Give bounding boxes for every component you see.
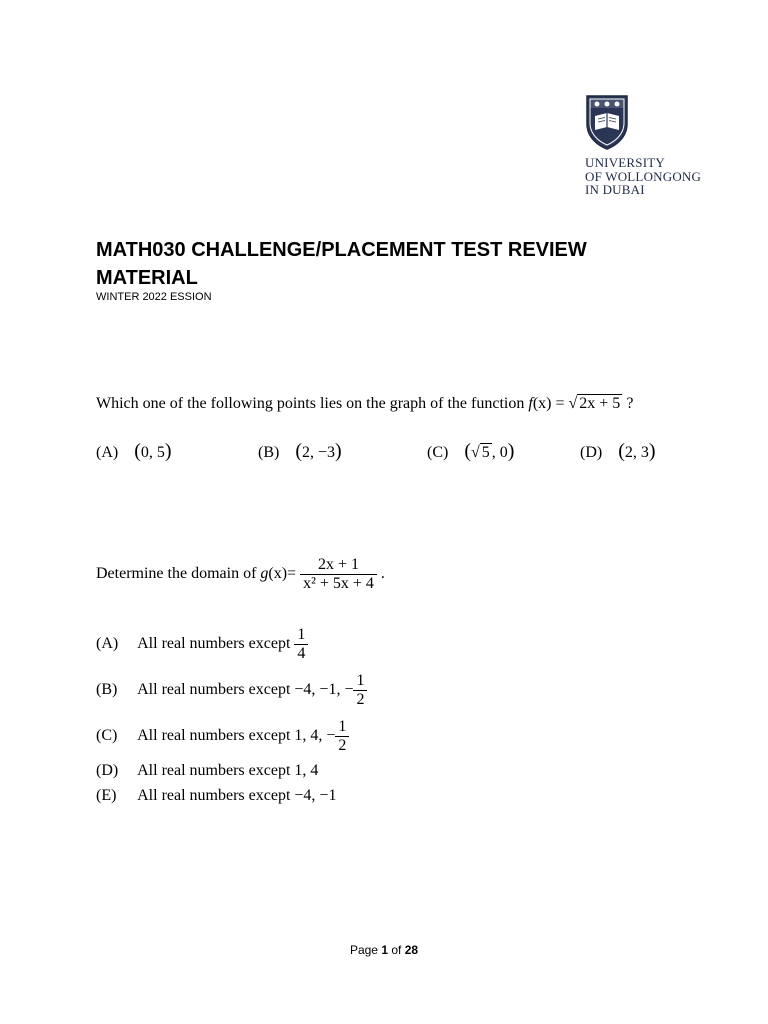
option-label: (B) [96,681,118,699]
document-title: MATH030 CHALLENGE/PLACEMENT TEST REVIEW MATERIAL [96,239,587,289]
q1-option-c: (C) (√ 5 , 0) [427,440,515,462]
option-fraction [353,672,367,709]
function-variable: (x) [532,395,552,412]
q2-option-a [96,626,308,663]
fraction-numerator: 2x + 1 [317,556,360,573]
option-text: All real numbers except 1, 4 [137,762,319,779]
university-logo [585,94,629,150]
page-number: 1 [381,943,388,957]
function-variable: (x) [268,565,288,583]
option-label: (C) [427,444,449,461]
q2-option-e [96,787,336,805]
shield-crest-icon [585,94,629,150]
document-subtitle: WINTER 2022 ESSION [96,291,212,303]
fraction-denominator: 2 [335,736,349,755]
equals-sign: = [287,565,297,583]
option-fraction [335,718,349,755]
question-1-end: ? [626,395,634,412]
option-text: All real numbers except −4, −1 [137,787,337,804]
fraction-numerator: 1 [356,672,365,689]
option-label: (D) [96,762,119,779]
option-fraction [294,626,308,663]
option-label: (A) [96,635,119,653]
question-2-end: . [380,565,385,583]
option-value: 2, −3 [302,444,336,461]
question-1-text: Which one of the following points lies on the graph of the function [96,395,525,412]
q2-option-c [96,718,349,755]
option-label: (C) [96,727,118,745]
domain-fraction [300,556,377,593]
page-word: Page [349,943,378,957]
question-1-prompt [96,394,633,413]
university-name-line-1: UNIVERSITY [585,155,665,170]
option-value: 2, 3 [624,444,649,461]
option-text: All real numbers except 1, 4, − [137,727,336,745]
option-text: All real numbers except [137,635,291,653]
university-name [585,156,701,197]
option-label: (E) [96,787,117,804]
option-label: (A) [96,444,119,461]
equals-sign: = [555,395,565,412]
fraction-denominator: 4 [294,644,308,663]
q2-option-b [96,672,367,709]
fraction-numerator: 1 [338,718,347,735]
q1-option-d: (D) (2, 3) [580,440,656,462]
fraction-denominator: x² + 5x + 4 [300,574,377,593]
university-name-line-3: IN DUBAI [585,182,645,197]
page-total: 28 [404,943,419,957]
q1-option-a: (A) (0, 5) [96,440,172,462]
option-text: All real numbers except −4, −1, − [137,681,354,699]
square-root: √ 2x + 5 [568,395,621,412]
option-label: (B) [258,444,280,461]
function-name: g [260,565,269,583]
university-name-line-2: OF WOLLONGONG [585,168,702,184]
option-radicand: 5 [481,444,490,461]
fraction-numerator: 1 [297,626,306,643]
option-value: , 0 [491,444,508,461]
question-2-text: Determine the domain of [96,565,257,583]
function-name: f [528,395,533,412]
page-footer [0,943,768,957]
option-label: (D) [580,444,603,461]
q2-option-d [96,762,318,780]
radicand: 2x + 5 [579,395,621,412]
of-word: of [391,943,402,957]
fraction-denominator: 2 [353,690,367,709]
question-2-prompt [96,556,385,593]
q1-option-b: (B) (2, −3) [258,440,342,462]
option-value: 0, 5 [140,444,165,461]
